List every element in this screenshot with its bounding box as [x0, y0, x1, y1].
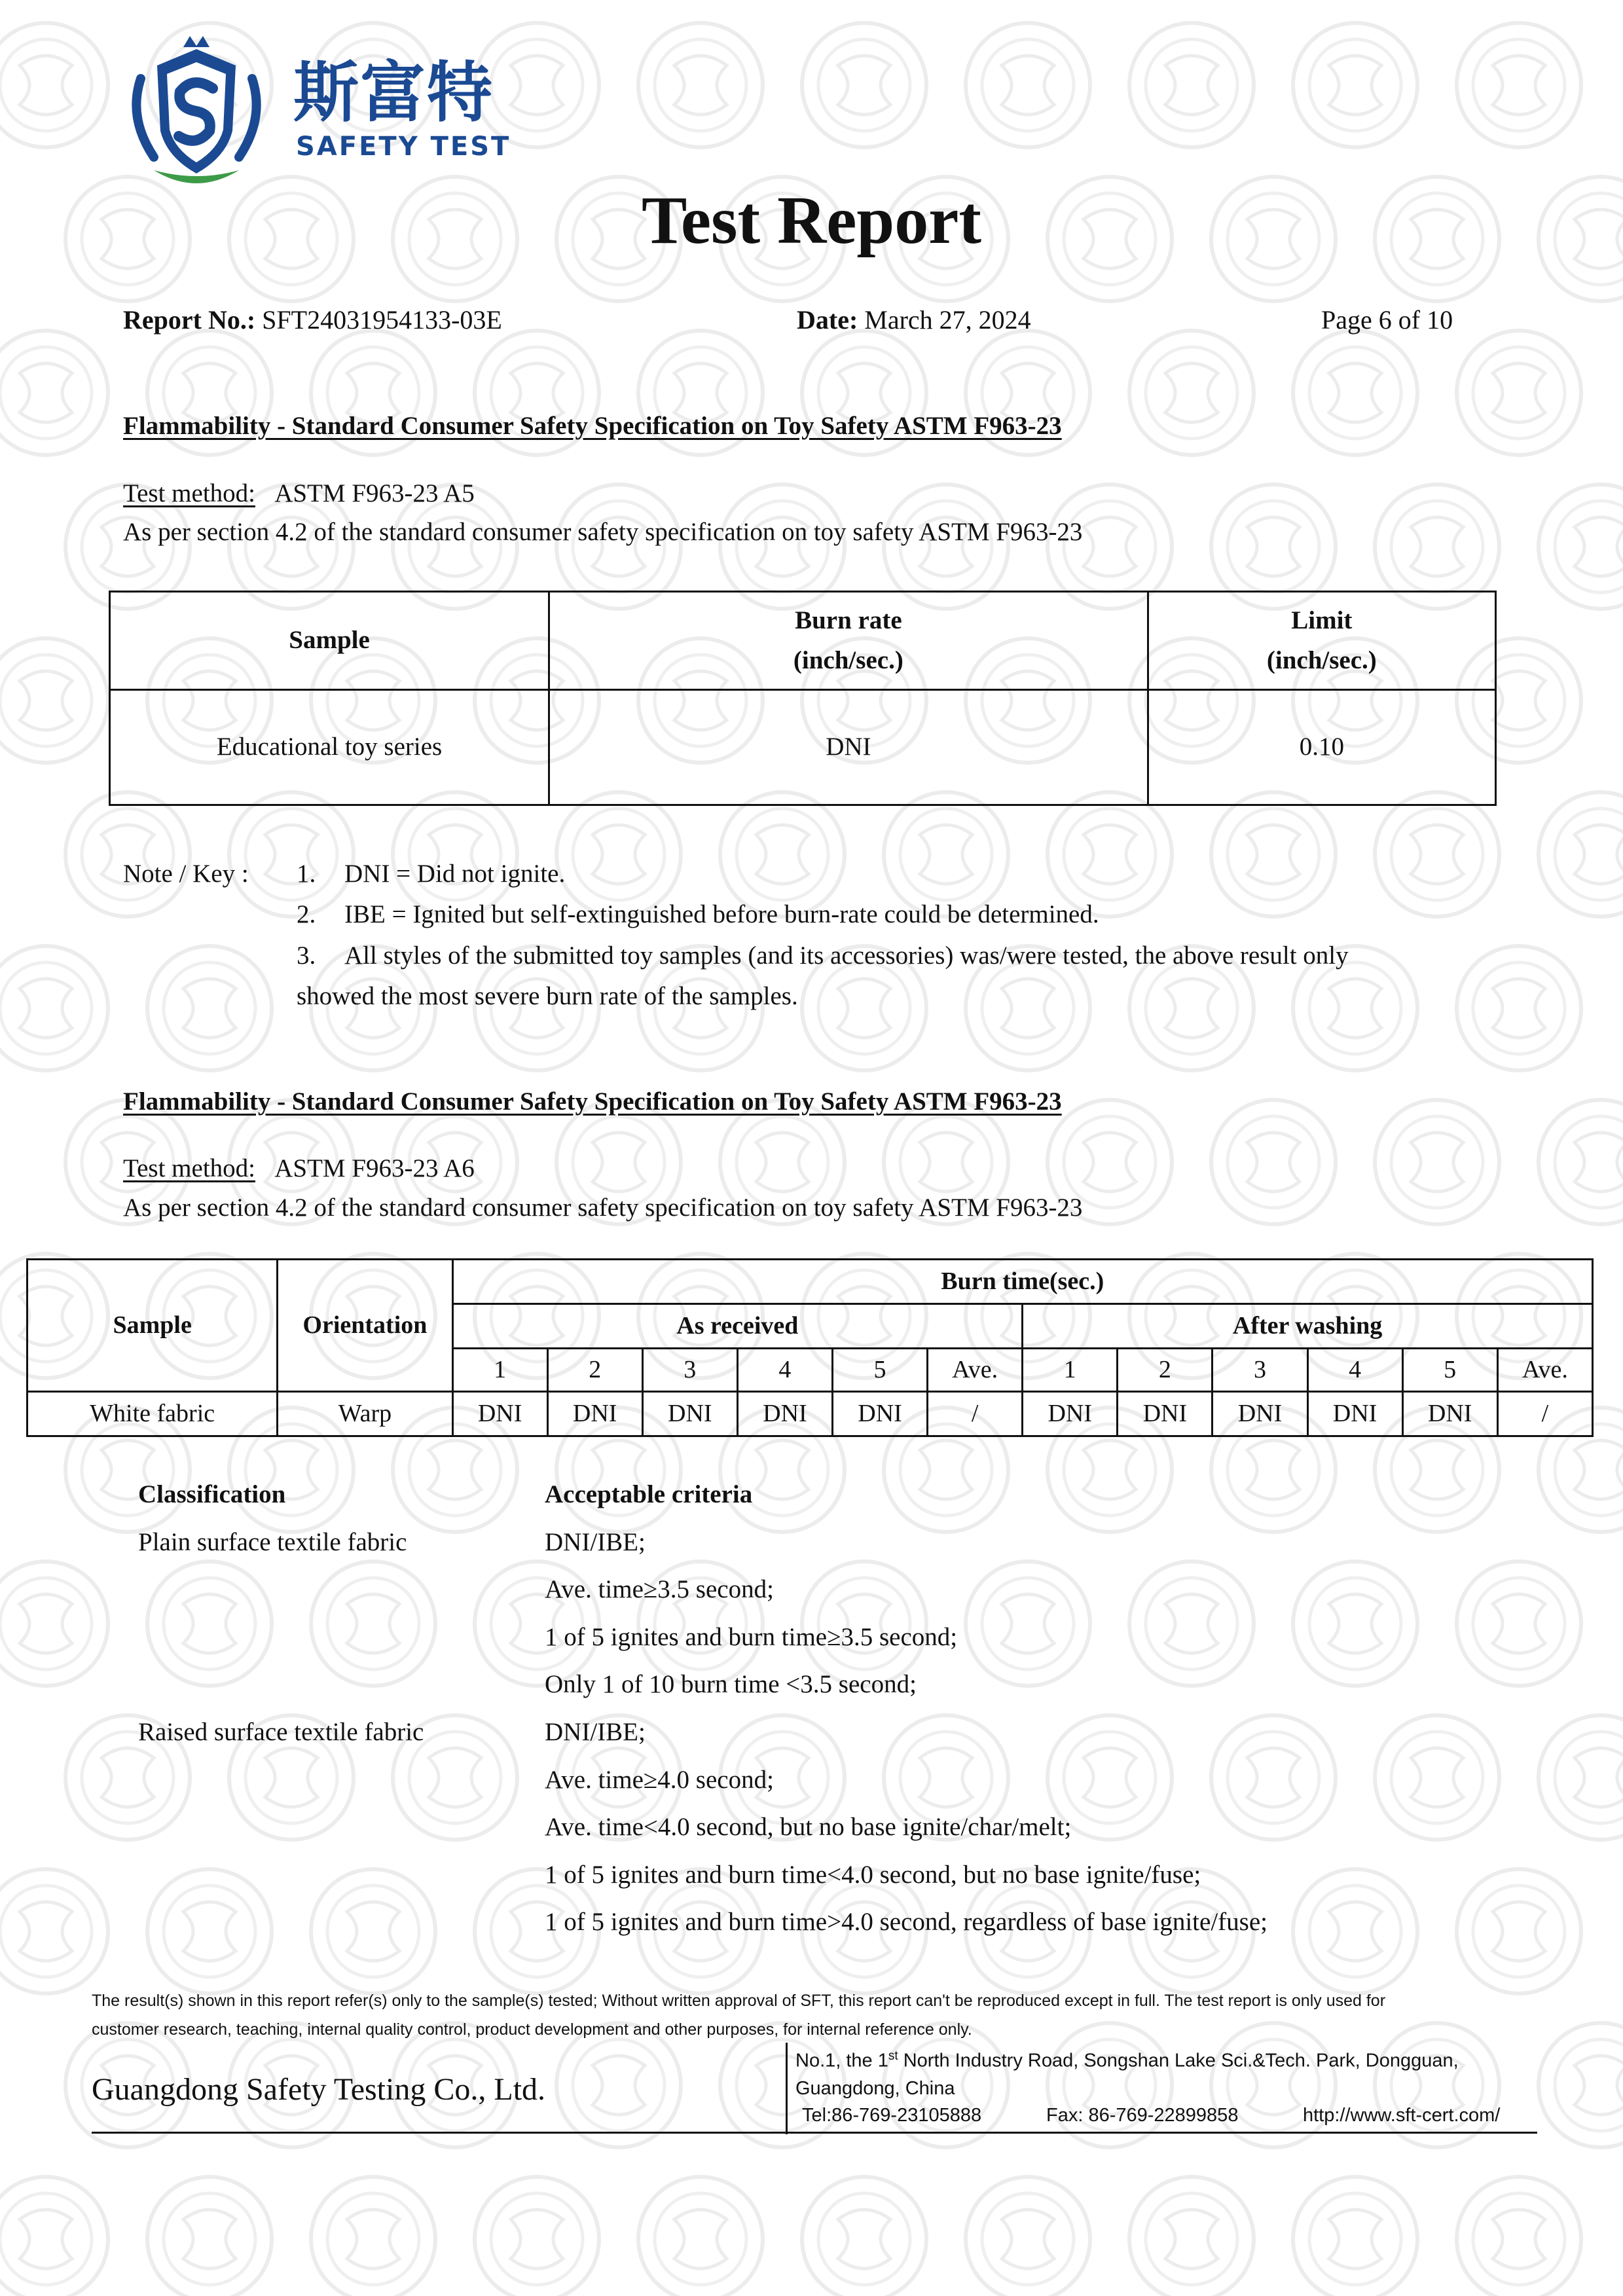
cell-value: DNI	[547, 1392, 642, 1436]
page-number: Page 6 of 10	[1321, 305, 1453, 335]
cell-value: DNI	[1118, 1392, 1213, 1436]
plain-criterion-1: DNI/IBE;	[545, 1528, 646, 1556]
cell-sample: White fabric	[27, 1392, 278, 1436]
plain-criterion-4: Only 1 of 10 burn time <3.5 second;	[545, 1670, 917, 1698]
burn-time-table	[26, 1258, 1594, 1437]
cell-value: DNI	[642, 1392, 737, 1436]
subheader-ave: Ave.	[1497, 1349, 1592, 1392]
header-orientation: Orientation	[278, 1260, 452, 1392]
subheader-3: 3	[1213, 1349, 1307, 1392]
note-text-2: IBE = Ignited but self-extinguished before burn-rate could be determined.	[344, 900, 1099, 928]
note-num-2: 2.	[297, 900, 316, 928]
header-sample: Sample	[110, 592, 549, 690]
report-number: Report No.: SFT24031954133-03E	[123, 305, 502, 335]
cell-value: DNI	[737, 1392, 832, 1436]
acceptable-criteria-header: Acceptable criteria	[545, 1480, 753, 1508]
cell-value: DNI	[452, 1392, 547, 1436]
subheader-4: 4	[737, 1349, 832, 1392]
subheader-5: 5	[832, 1349, 927, 1392]
section1-title: Flammability - Standard Consumer Safety Specification on Toy Safety ASTM F963-23	[123, 412, 1062, 440]
burn-rate-table	[109, 591, 1497, 806]
cell-burn-rate: DNI	[549, 690, 1148, 805]
raised-criterion-2: Ave. time≥4.0 second;	[545, 1766, 774, 1794]
footer-divider	[786, 2043, 788, 2134]
subheader-4: 4	[1307, 1349, 1402, 1392]
section1-method: Test method: ASTM F963-23 A5	[123, 479, 475, 507]
note-num-3: 3.	[297, 941, 316, 970]
address-line-1: No.1, the 1st North Industry Road, Songshan Lake Sci.&Tech. Park, Dongguan,	[795, 2049, 1459, 2071]
subheader-2: 2	[547, 1349, 642, 1392]
raised-criterion-1: DNI/IBE;	[545, 1718, 646, 1746]
table-row	[27, 1392, 1593, 1436]
header-sample: Sample	[27, 1260, 278, 1392]
plain-criterion-3: 1 of 5 ignites and burn time≥3.5 second;	[545, 1623, 958, 1651]
fax: Fax: 86-769-22899858	[1046, 2105, 1239, 2126]
website-link[interactable]: http://www.sft-cert.com/	[1303, 2105, 1501, 2126]
subheader-ave: Ave.	[928, 1349, 1023, 1392]
subheader-1: 1	[452, 1349, 547, 1392]
cell-value: /	[928, 1392, 1023, 1436]
page-title: Test Report	[642, 183, 981, 258]
note-text-3: All styles of the submitted toy samples (and its accessories) was/were tested, the above result only	[344, 941, 1349, 970]
header-as-received: As received	[452, 1304, 1023, 1349]
subheader-3: 3	[642, 1349, 737, 1392]
footer-rule	[92, 2132, 1537, 2134]
raised-criterion-4: 1 of 5 ignites and burn time<4.0 second, but no base ignite/fuse;	[545, 1861, 1201, 1889]
cell-value: DNI	[832, 1392, 927, 1436]
plain-surface-label: Plain surface textile fabric	[138, 1528, 407, 1556]
cell-value: /	[1497, 1392, 1592, 1436]
note-text-1: DNI = Did not ignite.	[344, 860, 566, 888]
subheader-2: 2	[1118, 1349, 1213, 1392]
header-burn-time: Burn time(sec.)	[452, 1260, 1592, 1304]
table-row	[110, 690, 1496, 805]
cell-value: DNI	[1307, 1392, 1402, 1436]
plain-criterion-2: Ave. time≥3.5 second;	[545, 1575, 774, 1603]
address-line-2: Guangdong, China	[795, 2078, 955, 2099]
company-name: Guangdong Safety Testing Co., Ltd.	[92, 2072, 546, 2107]
subheader-1: 1	[1023, 1349, 1118, 1392]
header-after-washing: After washing	[1023, 1304, 1593, 1349]
telephone: Tel:86-769-23105888	[802, 2105, 982, 2126]
subheader-5: 5	[1402, 1349, 1497, 1392]
cell-sample: Educational toy series	[110, 690, 549, 805]
brand-name-english: SAFETY TEST	[296, 132, 511, 162]
section2-method: Test method: ASTM F963-23 A6	[123, 1154, 475, 1182]
section1-description: As per section 4.2 of the standard consumer safety specification on toy safety ASTM F963-23	[123, 518, 1083, 546]
raised-surface-label: Raised surface textile fabric	[138, 1718, 424, 1746]
cell-value: DNI	[1023, 1392, 1118, 1436]
note-num-1: 1.	[297, 860, 316, 888]
company-logo	[115, 33, 278, 196]
header-burn-rate: Burn rate (inch/sec.)	[549, 592, 1148, 690]
cell-value: DNI	[1213, 1392, 1307, 1436]
header-limit: Limit (inch/sec.)	[1148, 592, 1495, 690]
brand-name-chinese: 斯富特	[293, 54, 494, 131]
raised-criterion-5: 1 of 5 ignites and burn time>4.0 second, regardless of base ignite/fuse;	[545, 1908, 1267, 1936]
disclaimer: The result(s) shown in this report refer(s) only to the sample(s) tested; Without written approval of SFT, this report can't be reproduced except in full. The test report is only used for customer research, teaching, internal quality control, product development and other purposes, for internal reference only.	[92, 1992, 1386, 2039]
cell-limit: 0.10	[1148, 690, 1495, 805]
cell-orientation: Warp	[278, 1392, 452, 1436]
note-label: Note / Key :	[123, 860, 249, 888]
section2-title: Flammability - Standard Consumer Safety Specification on Toy Safety ASTM F963-23	[123, 1087, 1062, 1116]
section2-description: As per section 4.2 of the standard consumer safety specification on toy safety ASTM F963-23	[123, 1194, 1083, 1222]
classification-header: Classification	[138, 1480, 286, 1508]
report-date: Date: March 27, 2024	[797, 305, 1031, 335]
cell-value: DNI	[1402, 1392, 1497, 1436]
raised-criterion-3: Ave. time<4.0 second, but no base ignite/char/melt;	[545, 1813, 1072, 1841]
note-text-3-cont: showed the most severe burn rate of the samples.	[297, 982, 798, 1010]
